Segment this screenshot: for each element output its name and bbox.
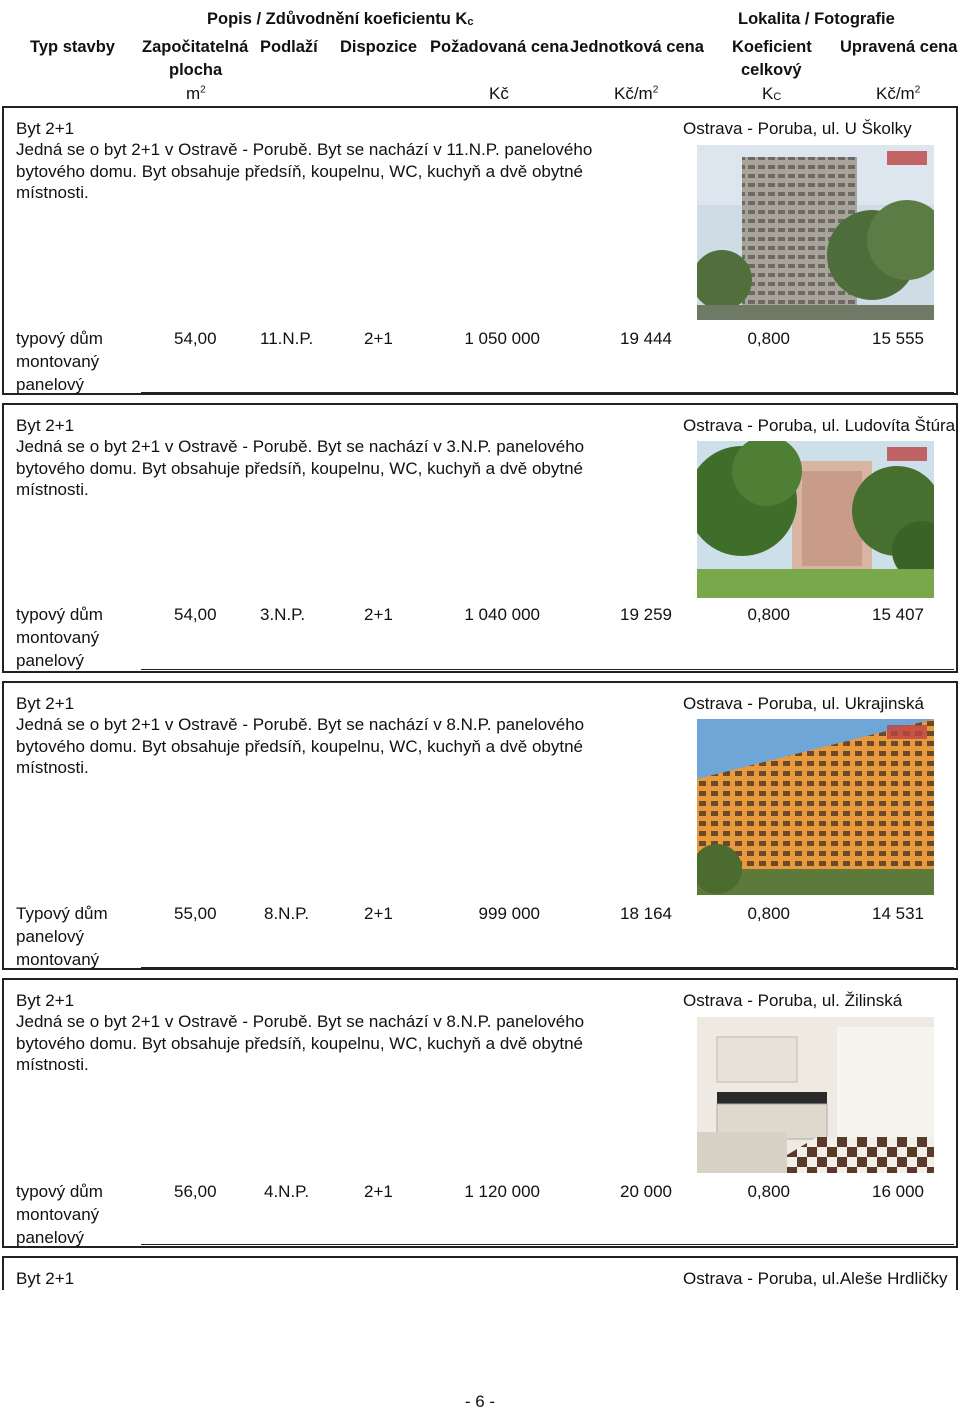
listing-cena: 1 120 000 — [464, 1182, 540, 1201]
listing-location: Ostrava - Poruba, ul. Ludovíta Štúra — [683, 416, 956, 435]
listing-dispozice: 2+1 — [364, 605, 393, 624]
listing-jednotkova: 18 164 — [620, 904, 672, 923]
listing-upravena: 14 531 — [872, 904, 924, 923]
header-group-popis: Popis / Zdůvodnění koeficientu Kc — [207, 10, 474, 28]
listing-plocha: 54,00 — [174, 605, 217, 624]
listing-typ-line-1: Typový dům — [16, 904, 108, 923]
listing-typ-line-1: typový dům — [16, 605, 103, 624]
listing-description: Jedná se o byt 2+1 v Ostravě - Porubě. Byt se nachází v 11.N.P. panelového bytového domu. Byt obsahuje předsíň, koupelnu, WC, kuchyň a dvě obytné místnosti. — [16, 140, 593, 202]
listing-card — [2, 403, 958, 673]
header-unit-kc-m2-adj: $Kč/m^2$ — [876, 84, 921, 103]
listing-typ-line-2: panelový — [16, 927, 85, 946]
listing-cena: 1 050 000 — [464, 329, 540, 348]
row-underline — [141, 392, 954, 393]
listing-location: Ostrava - Poruba, ul.Aleše Hrdličky — [683, 1269, 948, 1288]
listing-koeficient: 0,800 — [747, 605, 790, 624]
listing-dispozice: 2+1 — [364, 1182, 393, 1201]
building-photo-icon — [697, 145, 934, 320]
header-unit-kc: Kč — [489, 84, 509, 103]
listing-koeficient: 0,800 — [747, 1182, 790, 1201]
listing-description: Jedná se o byt 2+1 v Ostravě - Porubě. Byt se nachází v 8.N.P. panelového bytového domu. Byt obsahuje předsíň, koupelnu, WC, kuchyň a dvě obytné místnosti. — [16, 715, 585, 777]
listing-card — [2, 681, 958, 970]
listing-typ-line-2: montovaný — [16, 1205, 100, 1224]
listing-card-partial — [2, 1256, 958, 1290]
listing-typ-line-3: panelový — [16, 1228, 85, 1247]
kitchen-photo-icon — [697, 1017, 934, 1173]
listing-typ-line-3: panelový — [16, 375, 85, 394]
listing-card — [2, 978, 958, 1248]
header-col-pozadovana-cena: Požadovaná cena — [430, 38, 569, 56]
header-col-plocha-2: plocha — [169, 61, 223, 79]
listing-podlazi: 3.N.P. — [260, 605, 306, 624]
listing-typ-line-3: panelový — [16, 651, 85, 670]
listing-koeficient: 0,800 — [747, 329, 790, 348]
listing-podlazi: 4.N.P. — [264, 1182, 310, 1201]
row-underline — [141, 1244, 954, 1245]
header-unit-kc-m2: $Kč/m^2$ — [614, 84, 659, 103]
header-col-typ-stavby: Typ stavby — [30, 38, 115, 56]
listing-title: Byt 2+1 — [16, 1269, 75, 1288]
header-unit-kc-coef: KC — [762, 84, 782, 103]
row-underline — [141, 967, 954, 968]
listing-upravena: 16 000 — [872, 1182, 924, 1201]
listing-typ-line-1: typový dům — [16, 1182, 103, 1201]
listing-title: Byt 2+1 — [16, 416, 75, 435]
listing-description: Jedná se o byt 2+1 v Ostravě - Porubě. Byt se nachází v 8.N.P. panelového bytového domu. Byt obsahuje předsíň, koupelnu, WC, kuchyň a dvě obytné místnosti. — [16, 1012, 585, 1074]
header-col-dispozice: Dispozice — [340, 38, 418, 56]
header-col-upravena-cena: Upravená cena — [840, 38, 958, 56]
header-col-koeficient: Koeficient — [732, 38, 812, 56]
listing-typ-line-2: montovaný — [16, 352, 100, 371]
listing-koeficient: 0,800 — [747, 904, 790, 923]
listing-location: Ostrava - Poruba, ul. U Školky — [683, 119, 912, 138]
listing-jednotkova: 20 000 — [620, 1182, 672, 1201]
header-col-plocha: Započitatelná — [142, 38, 249, 56]
listing-title: Byt 2+1 — [16, 694, 75, 713]
listing-cena: 999 000 — [478, 904, 540, 923]
listing-plocha: 56,00 — [174, 1182, 217, 1201]
trees-building-photo-icon — [697, 441, 934, 598]
listing-location: Ostrava - Poruba, ul. Žilinská — [683, 991, 903, 1010]
orange-building-photo-icon — [697, 719, 934, 895]
listing-cena: 1 040 000 — [464, 605, 540, 624]
listing-typ-line-1: typový dům — [16, 329, 103, 348]
listing-plocha: 54,00 — [174, 329, 217, 348]
header-unit-m2: $m^2$ — [186, 84, 206, 103]
header-col-jednotkova-cena: Jednotková cena — [570, 38, 704, 56]
header-group-lokalita: Lokalita / Fotografie — [738, 10, 895, 28]
page-number: - 6 - — [464, 1392, 496, 1411]
listing-description: Jedná se o byt 2+1 v Ostravě - Porubě. Byt se nachází v 3.N.P. panelového bytového domu. Byt obsahuje předsíň, koupelnu, WC, kuchyň a dvě obytné místnosti. — [16, 437, 585, 499]
listing-dispozice: 2+1 — [364, 329, 393, 348]
listing-upravena: 15 555 — [872, 329, 924, 348]
listing-location: Ostrava - Poruba, ul. Ukrajinská — [683, 694, 924, 713]
listing-upravena: 15 407 — [872, 605, 924, 624]
listing-typ-line-3: montovaný — [16, 950, 100, 969]
listing-jednotkova: 19 444 — [620, 329, 672, 348]
listing-podlazi: 8.N.P. — [264, 904, 310, 923]
listing-plocha: 55,00 — [174, 904, 217, 923]
listing-title: Byt 2+1 — [16, 119, 75, 138]
listing-podlazi: 11.N.P. — [260, 329, 314, 348]
listing-dispozice: 2+1 — [364, 904, 393, 923]
listing-jednotkova: 19 259 — [620, 605, 672, 624]
listing-title: Byt 2+1 — [16, 991, 75, 1010]
header-col-podlazi: Podlaží — [260, 38, 318, 56]
listing-typ-line-2: montovaný — [16, 628, 100, 647]
row-underline — [141, 669, 954, 670]
listing-card — [2, 106, 958, 395]
header-col-koeficient-2: celkový — [741, 61, 802, 79]
